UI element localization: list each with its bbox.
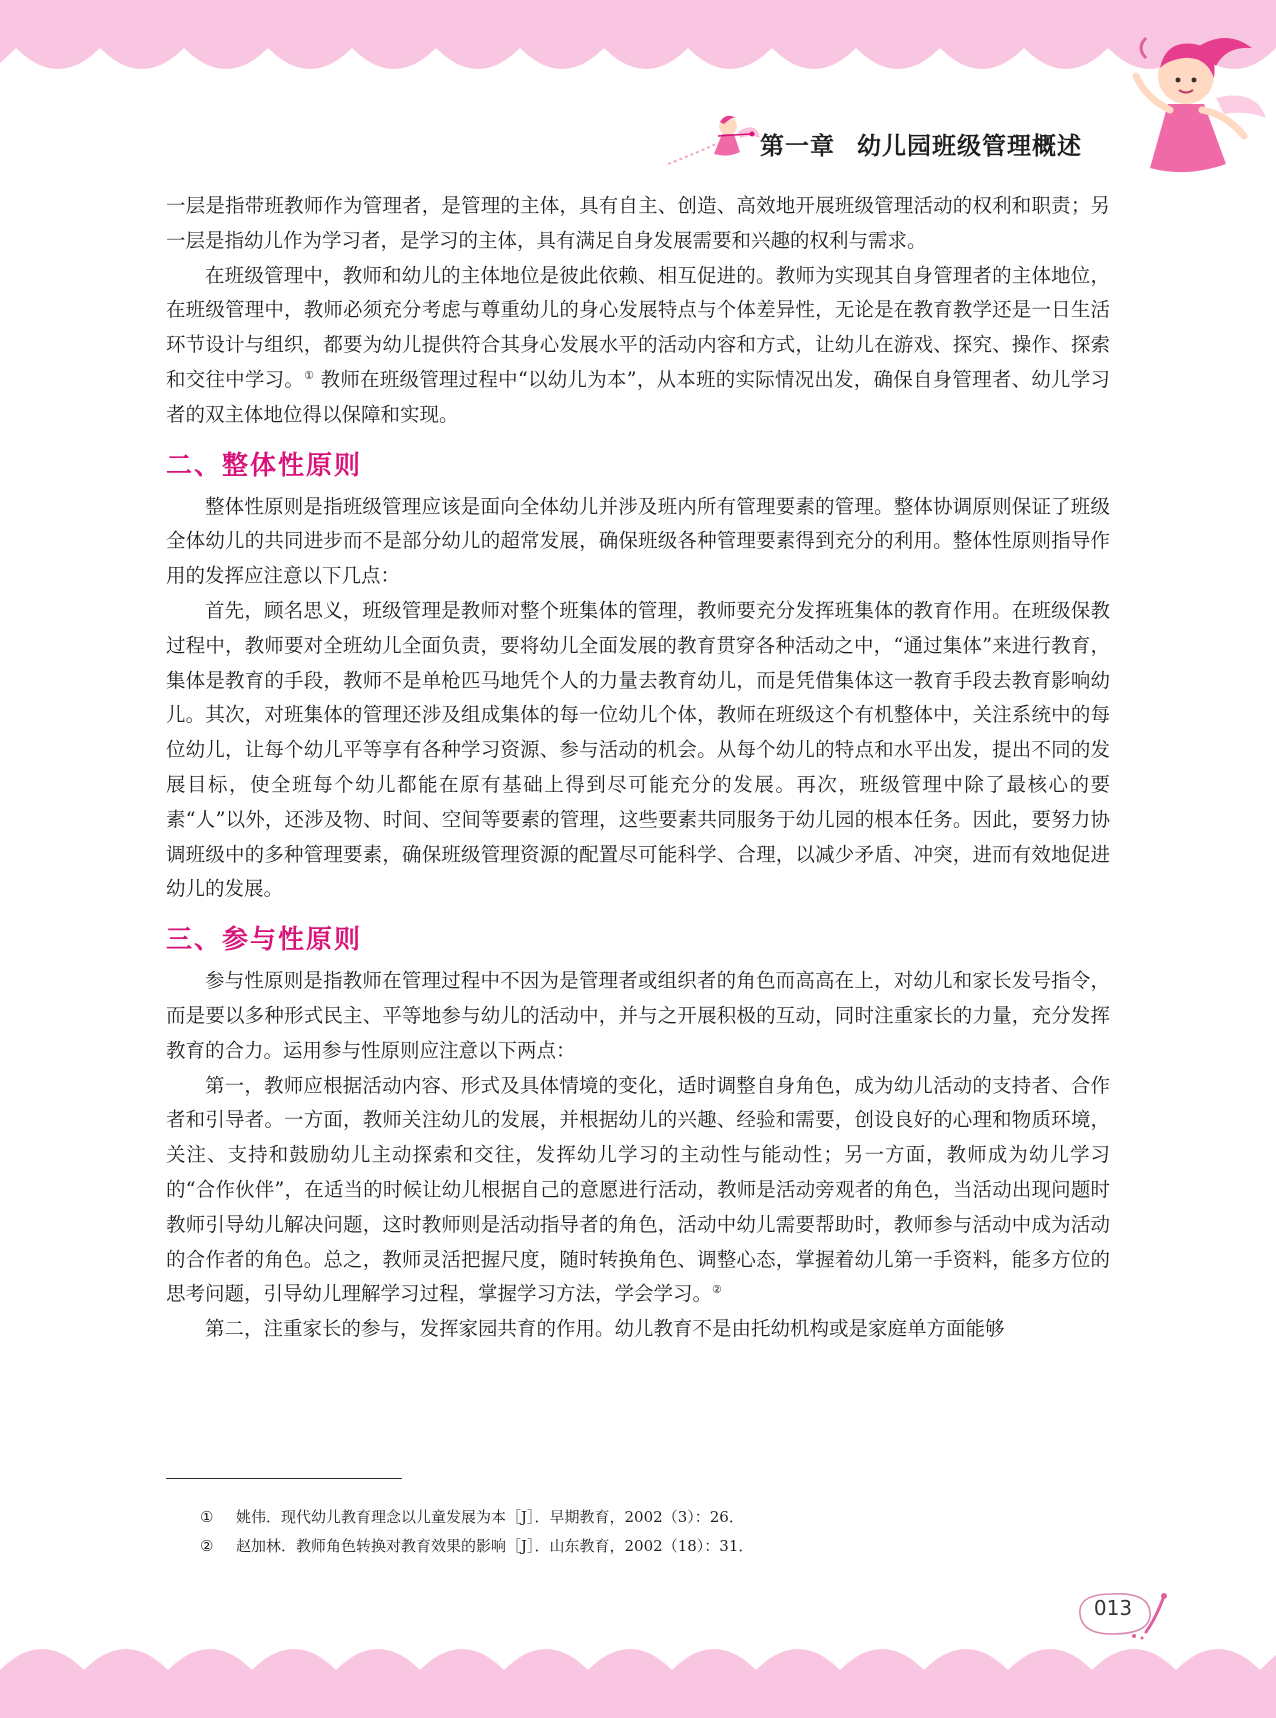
footnote-1 — [200, 1503, 1100, 1532]
footnote-1-text: 姚伟．现代幼儿教育理念以儿童发展为本［J］．早期教育，2002（3）：26． — [236, 1508, 744, 1526]
paragraph-2 — [166, 259, 1110, 433]
chapter-title: 幼儿园班级管理概述 — [857, 131, 1082, 160]
main-text — [166, 189, 1110, 1347]
paragraph-6-text: 第一，教师应根据活动内容、形式及具体情境的变化，适时调整自身角色，成为幼儿活动的支持者、合作者和引导者。一方面，教师关注幼儿的发展，并根据幼儿的兴趣、经验和需要，创设良好的心理和物质环境，关注、支持和鼓励幼儿主动探索和交往，发挥幼儿学习的主动性与能动性；另一方面，教师成为幼儿学习的“合作伙伴”，在适当的时候让幼儿根据自己的意愿进行活动，教师是活动旁观者的角色，当活动出现问题时教师引导幼儿解决问题，这时教师则是活动指导者的角色，活动中幼儿需要帮助时，教师参与活动中成为活动的合作者的角色。总之，教师灵活把握尺度，随时转换角色、调整心态，掌握着幼儿第一手资料，能多方位的思考问题，引导幼儿理解学习过程，掌握学习方法，学会学习。 — [166, 1073, 1110, 1306]
running-head — [760, 126, 1082, 161]
paragraph-5: 参与性原则是指教师在管理过程中不因为是管理者或组织者的角色而高高在上，对幼儿和家长发号指令，而是要以多种形式民主、平等地参与幼儿的活动中，并与之开展积极的互动，同时注重家长的力量，充分发挥教育的合力。运用参与性原则应注意以下两点： — [166, 969, 1110, 1062]
footnote-2-mark: ② — [200, 1537, 214, 1555]
footnote-ref-2[interactable]: ② — [712, 1283, 722, 1297]
paragraph-2-part-a: 在班级管理中，教师和幼儿的主体地位是彼此依赖、相互促进的。教师为实现其自身管理者的主体地位，在班级管理中，教师必须充分考虑与尊重幼儿的身心发展特点与个体差异性，无论是在教育教学还是一日生活环节设计与组织，都要为幼儿提供符合其身心发展水平的活动内容和方式，让幼儿在游戏、探究、操作、探索和交往中学习。 — [166, 263, 1110, 391]
paragraph-2-part-b: 教师在班级管理过程中“以幼儿为本”，从本班的实际情况出发，确保自身管理者、幼儿学习者的双主体地位得以保障和实现。 — [166, 367, 1110, 426]
section-heading-2: 二、整体性原则 — [166, 450, 363, 481]
page-number-badge — [1072, 1588, 1168, 1640]
footnote-1-mark: ① — [200, 1508, 214, 1526]
paragraph-7: 第二，注重家长的参与，发挥家园共育的作用。幼儿教育不是由托幼机构或是家庭单方面能够 — [205, 1317, 1005, 1341]
footnote-2 — [200, 1532, 1100, 1561]
paragraph-1: 一层是指带班教师作为管理者，是管理的主体，具有自主、创造、高效地开展班级管理活动的权利和职责；另一层是指幼儿作为学习者，是学习的主体，具有满足自身发展需要和兴趣的权利与需求。 — [166, 194, 1110, 252]
footnotes — [200, 1503, 1100, 1561]
chapter-number: 第一章 — [760, 131, 835, 160]
section-heading-3: 三、参与性原则 — [166, 925, 363, 956]
page-number: 013 — [1093, 1596, 1133, 1620]
paragraph-6 — [166, 1069, 1110, 1313]
paragraph-3: 整体性原则是指班级管理应该是面向全体幼儿并涉及班内所有管理要素的管理。整体协调原则保证了班级全体幼儿的共同进步而不是部分幼儿的超常发展，确保班级各种管理要素得到充分的利用。整体性原则指导作用的发挥应注意以下几点： — [166, 494, 1110, 588]
small-fairy-icon — [664, 104, 764, 174]
paragraph-4: 首先，顾名思义，班级管理是教师对整个班集体的管理，教师要充分发挥班集体的教育作用。在班级保教过程中，教师要对全班幼儿全面负责，要将幼儿全面发展的教育贯穿各种活动之中，“通过集体”来进行教育，集体是教育的手段，教师不是单枪匹马地凭个人的力量去教育幼儿，而是凭借集体这一教育手段去教育影响幼儿。其次，对班集体的管理还涉及组成集体的每一位幼儿个体，教师在班级这个有机整体中，关注系统中的每位幼儿，让每个幼儿平等享有各种学习资源、参与活动的机会。从每个幼儿的特点和水平出发，提出不同的发展目标，使全班每个幼儿都能在原有基础上得到尽可能充分的发展。再次，班级管理中除了最核心的要素“人”以外，还涉及物、时间、空间等要素的管理，这些要素共同服务于幼儿园的根本任务。因此，要努力协调班级中的多种管理要素，确保班级管理资源的配置尽可能科学、合理，以减少矛盾、冲突，进而有效地促进幼儿的发展。 — [166, 598, 1110, 901]
footnote-2-text: 赵加林．教师角色转换对教育效果的影响［J］．山东教育，2002（18）：31． — [236, 1537, 754, 1555]
footnote-ref-1[interactable]: ① — [304, 368, 315, 382]
fairy-girl-illustration-icon — [1076, 18, 1276, 178]
footnote-divider — [166, 1478, 402, 1479]
